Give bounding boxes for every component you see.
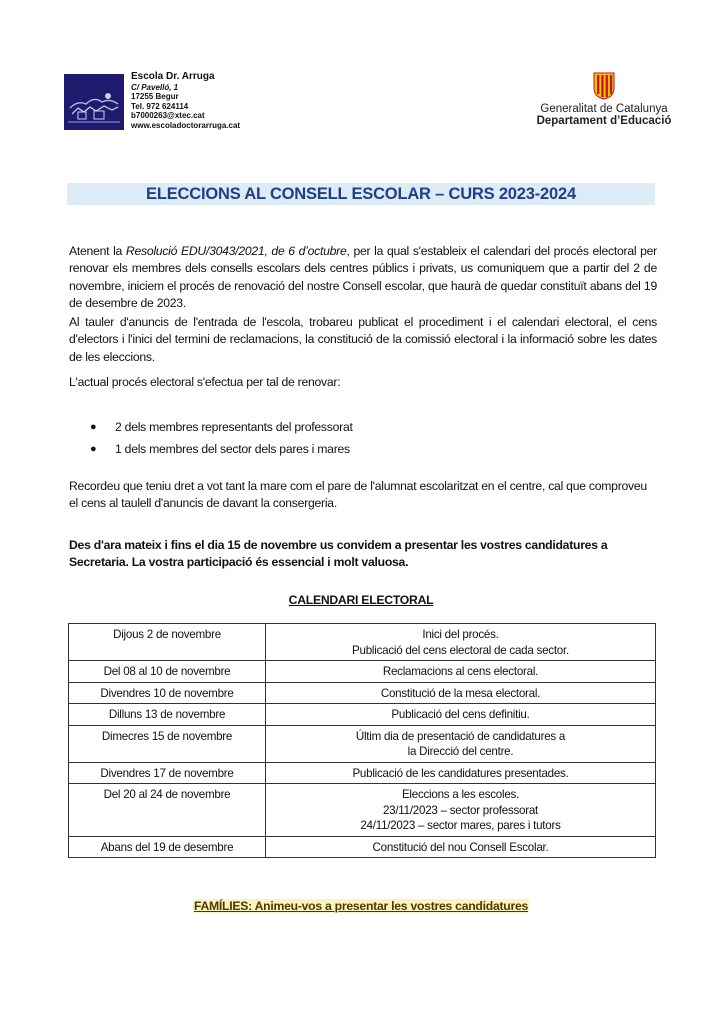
- generalitat-name: Generalitat de Catalunya: [540, 103, 668, 115]
- candidature-call-paragraph: Des d'ara mateix i fins el dia 15 de novembre us convidem a presentar les vostres candidatures a Secretaria. La vostra participació és essencial i molt valuosa.: [69, 538, 608, 570]
- school-phone: Tel. 972 624114: [131, 101, 189, 111]
- calendar-date-cell: Abans del 19 de desembre: [69, 836, 266, 858]
- renewal-list: [90, 416, 353, 460]
- calendar-title: CALENDARI ELECTORAL: [288, 593, 434, 607]
- calendar-date-cell: Del 20 al 24 de novembre: [69, 784, 266, 837]
- school-email[interactable]: b7000263@xtec.cat: [131, 111, 205, 121]
- resolution-reference: Resolució EDU/3043/2021, de 6 d’octubre: [125, 244, 347, 258]
- renewal-paragraph: L'actual procés electoral s'efectua per tal de renovar:: [69, 375, 341, 389]
- calendar-event-line: Constitució de la mesa electoral.: [380, 686, 541, 700]
- list-item: [90, 416, 353, 438]
- calendar-event-cell: [266, 725, 656, 762]
- calendar-event-cell: [266, 784, 656, 837]
- school-logo: [64, 74, 124, 130]
- calendar-event-line: Reclamacions al cens electoral.: [382, 665, 539, 678]
- bullet-icon: ●: [90, 421, 97, 433]
- generalitat-logo: [529, 72, 679, 127]
- intro-paragraph: [69, 243, 657, 312]
- intro-prefix: Atenent la: [69, 244, 126, 258]
- calendar-event-line: Publicació del cens definitiu.: [391, 708, 530, 721]
- school-city: 17255 Begur: [131, 92, 179, 102]
- calendar-date-cell: Dijous 2 de novembre: [69, 624, 266, 661]
- calendar-date-cell: Divendres 10 de novembre: [69, 682, 266, 704]
- calendar-event-line: Publicació de les candidatures presentades.: [352, 766, 569, 780]
- calendar-date-cell: Divendres 17 de novembre: [69, 762, 266, 784]
- calendar-date-cell: Dimecres 15 de novembre: [69, 725, 266, 762]
- bullet-icon: ●: [90, 443, 97, 455]
- calendar-event-cell: [266, 624, 656, 661]
- calendar-event-cell: [266, 661, 656, 683]
- school-web[interactable]: www.escoladoctorarruga.cat: [131, 120, 241, 130]
- table-row: [69, 725, 656, 762]
- generalitat-emblem-icon: [593, 72, 615, 100]
- table-row: [69, 784, 656, 837]
- table-row: [69, 836, 656, 858]
- school-address: C/ Pavelló, 1: [131, 83, 179, 92]
- table-row: [69, 762, 656, 784]
- calendar-event-line: 23/11/2023 – sector professorat: [382, 803, 539, 817]
- calendar-event-line: Inici del procés.: [422, 628, 499, 641]
- voting-right-paragraph: Recordeu que teniu dret a vot tant la mare com el pare de l'alumnat escolaritzat en el centre, cal que comproveu el cens al taulell d'anuncis de davant la consergeria.: [69, 479, 647, 511]
- calendar-event-line: Últim dia de presentació de candidatures a: [355, 729, 566, 743]
- calendar-event-cell: [266, 682, 656, 704]
- school-info: [131, 71, 240, 130]
- table-row: [69, 682, 656, 704]
- calendar-event-line: 24/11/2023 – sector mares, pares i tutors: [360, 819, 561, 832]
- calendar-event-cell: [266, 762, 656, 784]
- calendar-table: [68, 623, 656, 858]
- list-item-text: 1 dels membres del sector dels pares i mares: [115, 442, 350, 456]
- school-logo-drawing: [64, 74, 124, 130]
- list-item: [90, 438, 353, 460]
- calendar-event-cell: [266, 704, 656, 726]
- footer-call: [67, 899, 655, 913]
- school-name: Escola Dr. Arruga: [131, 71, 215, 82]
- calendar-event-line: Eleccions a les escoles.: [401, 788, 520, 801]
- calendar-event-line: Publicació del cens electoral de cada sector.: [352, 643, 569, 657]
- calendar-event-line: Constitució del nou Consell Escolar.: [372, 840, 549, 854]
- calendar-date-cell: Dilluns 13 de novembre: [69, 704, 266, 726]
- calendar-event-cell: [266, 836, 656, 858]
- list-item-text: 2 dels membres representants del professorat: [115, 420, 353, 434]
- calendar-event-line: la Direcció del centre.: [407, 745, 514, 758]
- intro-rest: , per la qual s'estableix el calendari del procés electoral per renovar els membres dels consells escolars dels centres públics i privats, us comuniquem que a partir del 2 de novembre, iniciem el procés de renovació del nostre Consell escolar, que haurà de quedar constituït abans del 19 de desembre de 2023.: [69, 244, 657, 310]
- calendar-date-cell: Del 08 al 10 de novembre: [69, 661, 266, 683]
- footer-call-text: FAMÍLIES: Animeu-vos a presentar les vostres candidatures: [193, 899, 529, 913]
- notice-board-paragraph: Al tauler d'anuncis de l'entrada de l'escola, trobareu publicat el procediment i el calendari electoral, el cens d'electors i l'inici del termini de reclamacions, la constitució de la comissió electoral i la informació sobre les dates de les eleccions.: [69, 315, 657, 364]
- department-name: Departament d’Educació: [536, 115, 672, 127]
- table-row: [69, 661, 656, 683]
- page-title: ELECCIONS AL CONSELL ESCOLAR – CURS 2023-2024: [146, 185, 576, 203]
- table-row: [69, 704, 656, 726]
- table-row: [69, 624, 656, 661]
